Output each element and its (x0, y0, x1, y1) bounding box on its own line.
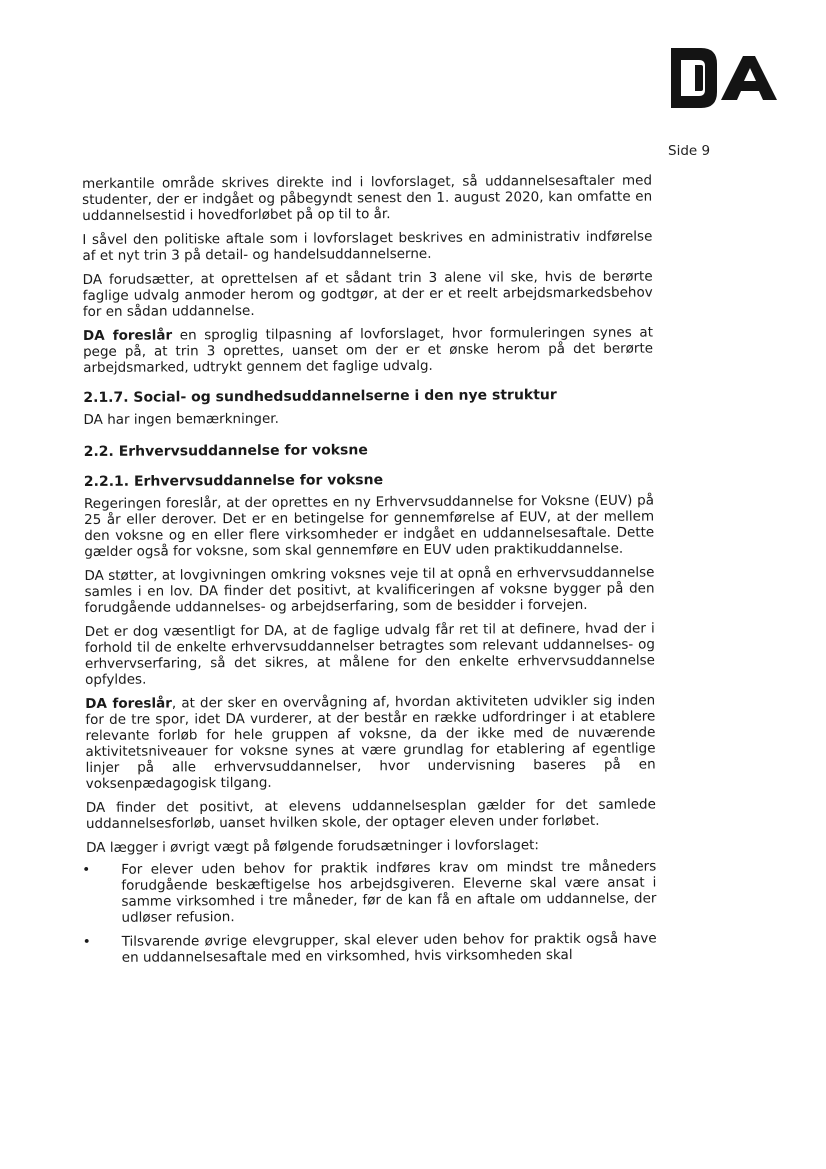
list-item (82, 858, 657, 926)
section-heading-2-1-7: 2.1.7. Social- og sundhedsuddannelserne i den nye struktur (83, 387, 557, 406)
bullet-icon: • (82, 861, 91, 879)
proposal-paragraph (85, 693, 656, 792)
da-logo (671, 48, 783, 108)
list-item-text: Tilsvarende øvrige elevgrupper, skal elever uden behov for praktik også have en uddannelsesaftale med en virksomhed, hvis virksomheden skal (121, 930, 657, 966)
section-heading-2-2: 2.2. Erhvervsuddannelse for voksne (83, 442, 368, 460)
paragraph: DA lægger i øvrigt vægt på følgende forudsætninger i lovforslaget: (86, 837, 539, 856)
bullet-icon: • (82, 933, 91, 951)
paragraph: Regeringen foreslår, at der oprettes en ny Erhvervsuddannelse for Voksne (EUV) på 25 år eller derover. Det er en betingelse for gennemførelse af EUV, at der mellem den voksne og en eller flere virksomheder er indgået en uddannelsesaftale. Dette gælder også for voksne, som skal gennemføre en EUV uden praktikuddannelse. (83, 492, 655, 560)
proposal-text: en sproglig tilpasning af lovforslaget, hvor formuleringen synes at pege på, at trin 3 oprettes, uanset om der er et ønske herom på det berørte arbejdsmarked, udtrykt gennem det faglige udvalg. (83, 324, 654, 376)
paragraph: DA finder det positivt, at elevens uddannelsesplan gælder for det samlede uddannelsesforløb, uanset hvilken skole, der optager eleven under forløbet. (85, 796, 656, 832)
list-item-text: For elever uden behov for praktik indføres krav om mindst tre måneders forudgående beskæftigelse hos arbejdsgiveren. Eleverne skal være ansat i samme virksomhed i tre måneder, før de kan få en aftale om uddannelse, der udløser refusion. (121, 858, 657, 926)
proposal-lead: DA foreslår (82, 327, 173, 344)
paragraph: DA støtter, at lovgivningen omkring voksnes veje til at opnå en erhvervsuddannelse samles i en lov. DA finder det positivt, at kvalificeringen af voksne bygger på den forudgående uddannelses- og arbejdserfaring, som de besidder i forvejen. (84, 564, 655, 616)
paragraph: I såvel den politiske aftale som i lovforslaget beskrives en administrativ indførelse af et nyt trin 3 på detail- og handelsuddannelserne. (82, 228, 653, 264)
list-item (82, 930, 657, 966)
paragraph: merkantile område skrives direkte ind i lovforslaget, så uddannelsesaftaler med studenter, der er indgået og påbegyndt senest den 1. august 2020, kan omfatte en uddannelsestid i hovedforløbet på op til to år. (82, 172, 653, 224)
paragraph: DA har ingen bemærkninger. (83, 410, 279, 428)
logo-a-shape (721, 56, 777, 100)
proposal-paragraph (83, 325, 653, 376)
logo-bar-left (671, 48, 681, 108)
proposal-lead: DA foreslår (85, 695, 172, 712)
section-heading-2-2-1: 2.2.1. Erhvervsuddannelse for voksne (83, 472, 384, 490)
logo-d-inner (695, 65, 703, 91)
paragraph: DA forudsætter, at oprettelsen af et sådant trin 3 alene vil ske, hvis de berørte faglige udvalg anmoder herom og godtgør, at der er et reelt arbejdsmarkedsbehov for en sådan uddannelse. (82, 268, 653, 320)
paragraph: Det er dog væsentligt for DA, at de faglige udvalg får ret til at definere, hvad der i forhold til de enkelte erhvervsuddannelser betragtes som relevant uddannelses- og erhvervserfaring, så det sikres, at målene for den enkelte erhvervsuddannelse opfyldes. (84, 620, 656, 688)
document-body (82, 173, 657, 974)
page-number: Side 9 (668, 143, 711, 159)
proposal-text: , at der sker en overvågning af, hvordan aktiviteten udvikler sig inden for de tre spor, idet DA vurderer, at der består en række udfordringer i at etablere relevante forløb for hele gruppen af voksne, da der ikke med de nuværende aktivitetsniveauer for voksne synes at være grundlag for etablering af egentlige linjer på alle erhvervsuddannelser, hvor undervisning baseres på en voksenpædagogisk tilgang. (85, 692, 656, 792)
bullet-list (82, 858, 657, 966)
